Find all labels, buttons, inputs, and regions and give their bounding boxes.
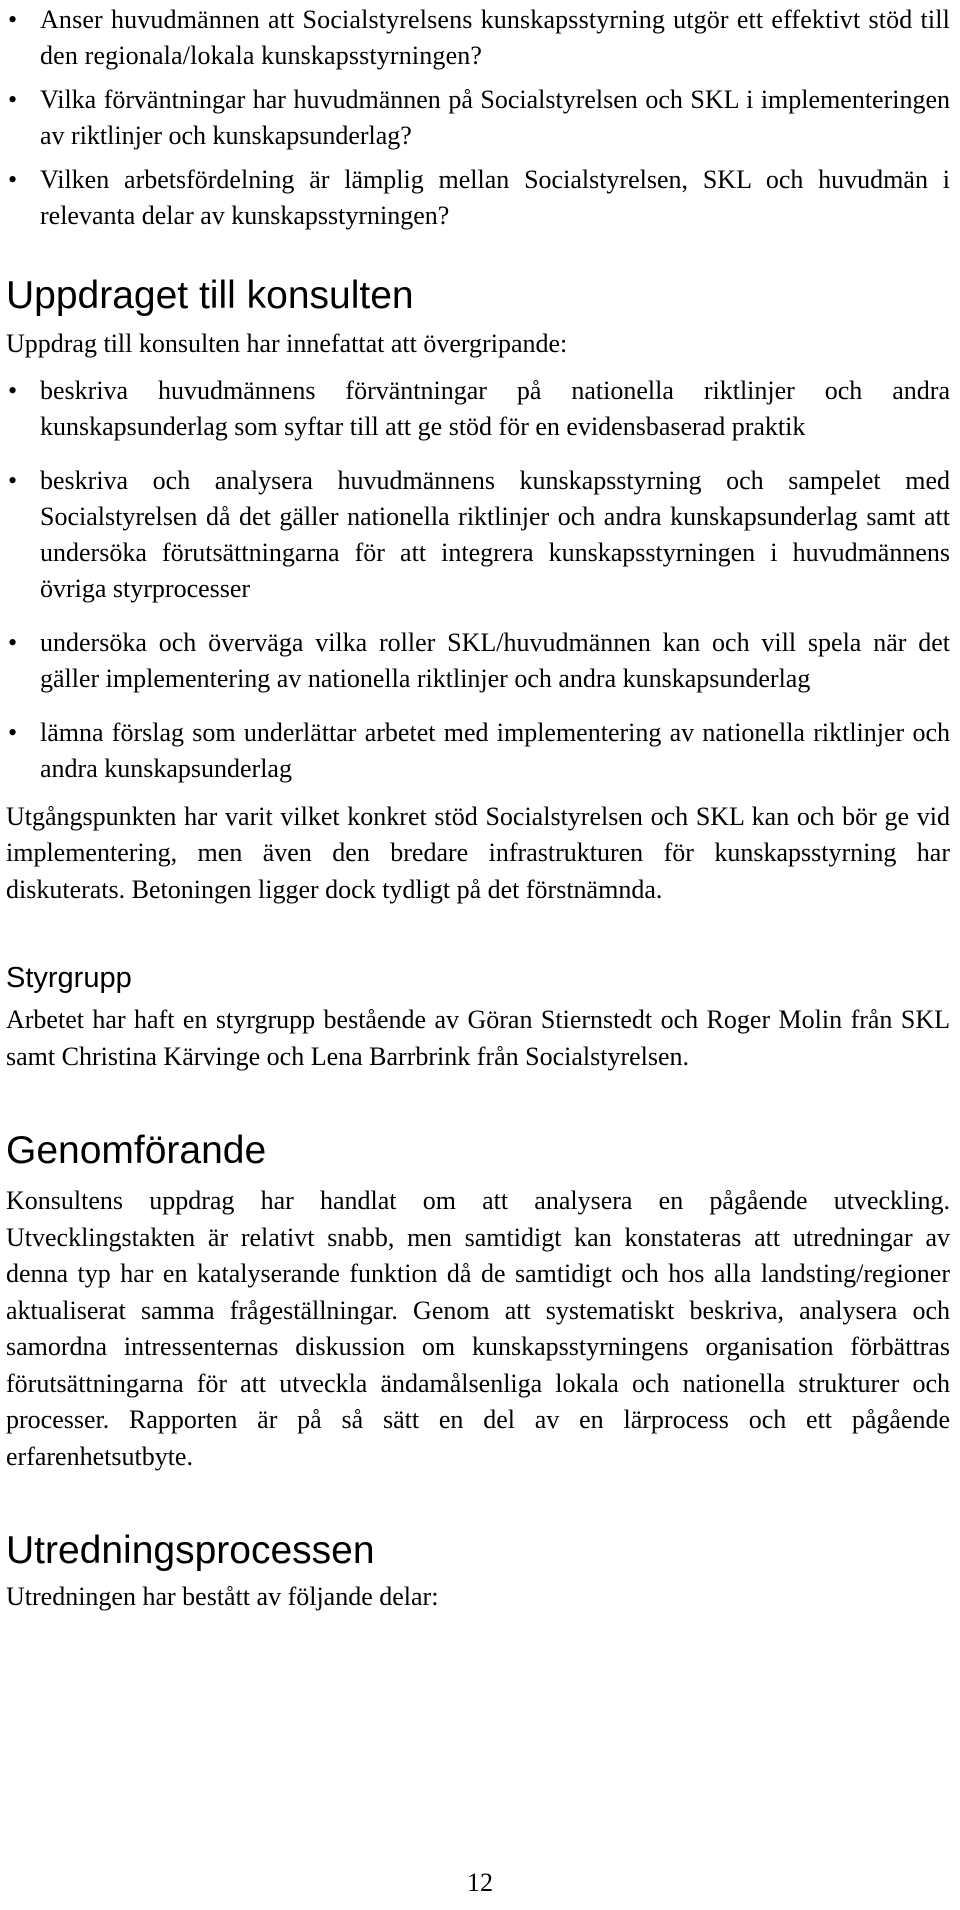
page-number: 12 bbox=[467, 1868, 493, 1897]
heading-genomforande: Genomförande bbox=[6, 1129, 267, 1172]
heading-styrgrupp: Styrgrupp bbox=[6, 962, 132, 994]
uppdrag-item: • undersöka och överväga vilka roller SKL/huvudmännen kan och vill spela när det gäller implementering av nationella riktlinjer och andra kunskapsunderlag bbox=[6, 625, 950, 697]
uppdrag-item: • beskriva och analysera huvudmännens kunskapsstyrning och sampelet med Socialstyrelsen då det gäller nationella riktlinjer och andra kunskapsunderlag samt att undersöka förutsättningarna för att integrera kunskapsstyrningen i huvudmännens övriga styrprocesser bbox=[6, 463, 950, 607]
page-content bbox=[6, 2, 950, 1616]
heading-utredningsprocessen: Utredningsprocessen bbox=[6, 1529, 375, 1572]
heading-uppdraget: Uppdraget till konsulten bbox=[6, 274, 414, 317]
question-item: • Anser huvudmännen att Socialstyrelsens kunskapsstyrning utgör ett effektivt stöd till den regionala/lokala kunskapsstyrningen? bbox=[6, 2, 950, 74]
question-list bbox=[6, 2, 950, 234]
utredning-text: Utredningen har bestått av följande delar: bbox=[6, 1582, 439, 1611]
styrgrupp-text: Arbetet har haft en styrgrupp bestående av Göran Stiernstedt och Roger Molin från SKL samt Christina Kärvinge och Lena Barrbrink från Socialstyrelsen. bbox=[6, 1005, 950, 1071]
uppdrag-item: • lämna förslag som underlättar arbetet med implementering av nationella riktlinjer och andra kunskapsunderlag bbox=[6, 715, 950, 787]
uppdrag-closing: Utgångspunkten har varit vilket konkret stöd Socialstyrelsen och SKL kan och bör ge vid implementering, men även den bredare infrastrukturen för kunskapsstyrning har diskuterats. Betoningen ligger dock tydligt på det förstnämnda. bbox=[6, 801, 950, 904]
genomforande-text: Konsultens uppdrag har handlat om att analysera en pågående utveckling. Utvecklingstakten är relativt snabb, men samtidigt kan konstateras att utredningar av denna typ har en katalyserande funktion då de samtidigt och hos alla landsting/regioner aktualiserat samma frågeställningar. Genom att systematiskt beskriva, analysera och samordna intressenternas diskussion om kunskapsstyrningens organisation förbättras förutsättningarna för att utveckla ändamålsenliga lokala och nationella strukturer och processer. Rapporten är på så sätt en del av en lärprocess och ett pågående erfarenhetsutbyte. bbox=[6, 1186, 950, 1471]
question-item: • Vilka förväntningar har huvudmännen på Socialstyrelsen och SKL i implementeringen av riktlinjer och kunskapsunderlag? bbox=[6, 82, 950, 154]
uppdrag-intro: Uppdrag till konsulten har innefattat att övergripande: bbox=[6, 329, 568, 358]
uppdrag-item: • beskriva huvudmännens förväntningar på nationella riktlinjer och andra kunskapsunderlag som syftar till att ge stöd för en evidensbaserad praktik bbox=[6, 373, 950, 445]
uppdrag-list bbox=[6, 373, 950, 787]
question-item: • Vilken arbetsfördelning är lämplig mellan Socialstyrelsen, SKL och huvudmän i relevanta delar av kunskapsstyrningen? bbox=[6, 162, 950, 234]
